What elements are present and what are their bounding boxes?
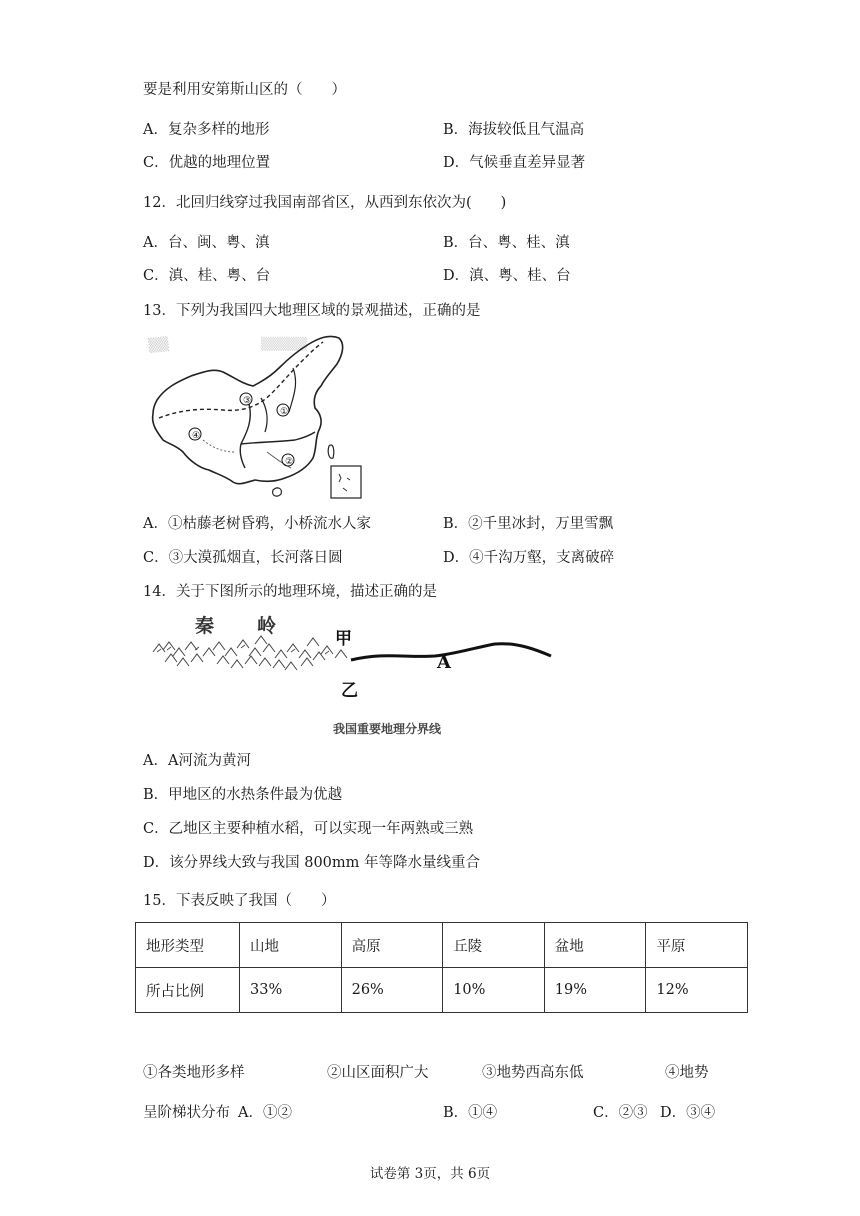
q11-stem-tail: 要是利用安第斯山区的（ ） (143, 82, 346, 98)
qinling-boundary-figure (145, 612, 565, 742)
table-cell: 10% (443, 968, 545, 1013)
figure-label-ling: 岭 (257, 615, 277, 637)
table-cell: 高原 (341, 923, 443, 968)
table-cell: 所占比例 (136, 968, 240, 1013)
q15-option-a: A．①② (238, 1105, 292, 1121)
q12-option-d: D．滇、粤、桂、台 (443, 268, 571, 284)
q15-statement-1: ①各类地形多样 (143, 1065, 245, 1081)
q13-option-c: C．③大漠孤烟直，长河落日圆 (143, 550, 343, 566)
q11-option-b: B．海拔较低且气温高 (443, 122, 585, 138)
table-cell: 26% (341, 968, 443, 1013)
map-label-2: ② (285, 457, 294, 467)
figure-label-qin: 秦 (195, 615, 215, 637)
q12-option-c: C．滇、桂、粤、台 (143, 268, 271, 284)
q15-statement-4: ④地势 (665, 1065, 709, 1081)
table-cell: 地形类型 (136, 923, 240, 968)
figure-label-yi: 乙 (341, 681, 358, 701)
q15-statement-4-cont: 呈阶梯状分布 (143, 1105, 230, 1121)
q13-option-a: A．①枯藤老树昏鸦，小桥流水人家 (143, 516, 371, 532)
table-cell: 盆地 (544, 923, 646, 968)
table-cell: 山地 (240, 923, 342, 968)
q11-option-c: C．优越的地理位置 (143, 155, 271, 171)
svg-text:▒▒▒▒▒: ▒▒▒▒▒ (261, 337, 308, 351)
q14-option-b: B．甲地区的水热条件最为优越 (143, 787, 343, 803)
q12-option-b: B．台、粤、桂、滇 (443, 235, 570, 251)
figure-label-jia: 甲 (335, 629, 352, 649)
table-row (136, 968, 748, 1013)
q12-stem: 12．北回归线穿过我国南部省区，从西到东依次为( ) (143, 195, 507, 211)
q12-option-a: A．台、闽、粤、滇 (143, 235, 270, 251)
q14-option-a: A．A河流为黄河 (143, 753, 251, 769)
map-label-3: ③ (243, 396, 252, 406)
table-cell: 19% (544, 968, 646, 1013)
table-cell: 平原 (646, 923, 748, 968)
terrain-proportion-table (135, 922, 748, 1013)
q14-option-c: C．乙地区主要种植水稻，可以实现一年两熟或三熟 (143, 821, 474, 837)
table-cell: 丘陵 (443, 923, 545, 968)
q15-option-b: B．①④ (443, 1105, 498, 1121)
map-label-1: ① (280, 407, 289, 417)
map-label-4: ④ (192, 431, 201, 441)
q13-option-b: B．②千里冰封，万里雪飘 (443, 516, 614, 532)
svg-text:▒▒: ▒▒ (147, 336, 170, 354)
q11-option-a: A．复杂多样的地形 (143, 122, 270, 138)
q15-option-c: C．②③ (593, 1105, 648, 1121)
q13-option-d: D．④千沟万壑，支离破碎 (443, 550, 615, 566)
table-row (136, 923, 748, 968)
table-cell: 33% (240, 968, 342, 1013)
q13-stem: 13．下列为我国四大地理区域的景观描述，正确的是 (143, 303, 481, 319)
china-regions-map (143, 328, 365, 500)
table-cell: 12% (646, 968, 748, 1013)
q15-statement-3: ③地势西高东低 (482, 1065, 584, 1081)
q15-stem: 15．下表反映了我国（ ） (143, 893, 336, 909)
q15-statement-2: ②山区面积广大 (327, 1065, 429, 1081)
q14-option-d: D．该分界线大致与我国 800mm 年等降水量线重合 (143, 855, 481, 871)
page-footer: 试卷第 3页，共 6页 (369, 1166, 491, 1182)
figure-label-river-a: A (437, 652, 451, 673)
q14-stem: 14．关于下图所示的地理环境，描述正确的是 (143, 584, 437, 600)
figure-caption: 我国重要地理分界线 (333, 722, 442, 736)
q15-option-d: D．③④ (660, 1105, 716, 1121)
q11-option-d: D．气候垂直差异显著 (443, 155, 586, 171)
